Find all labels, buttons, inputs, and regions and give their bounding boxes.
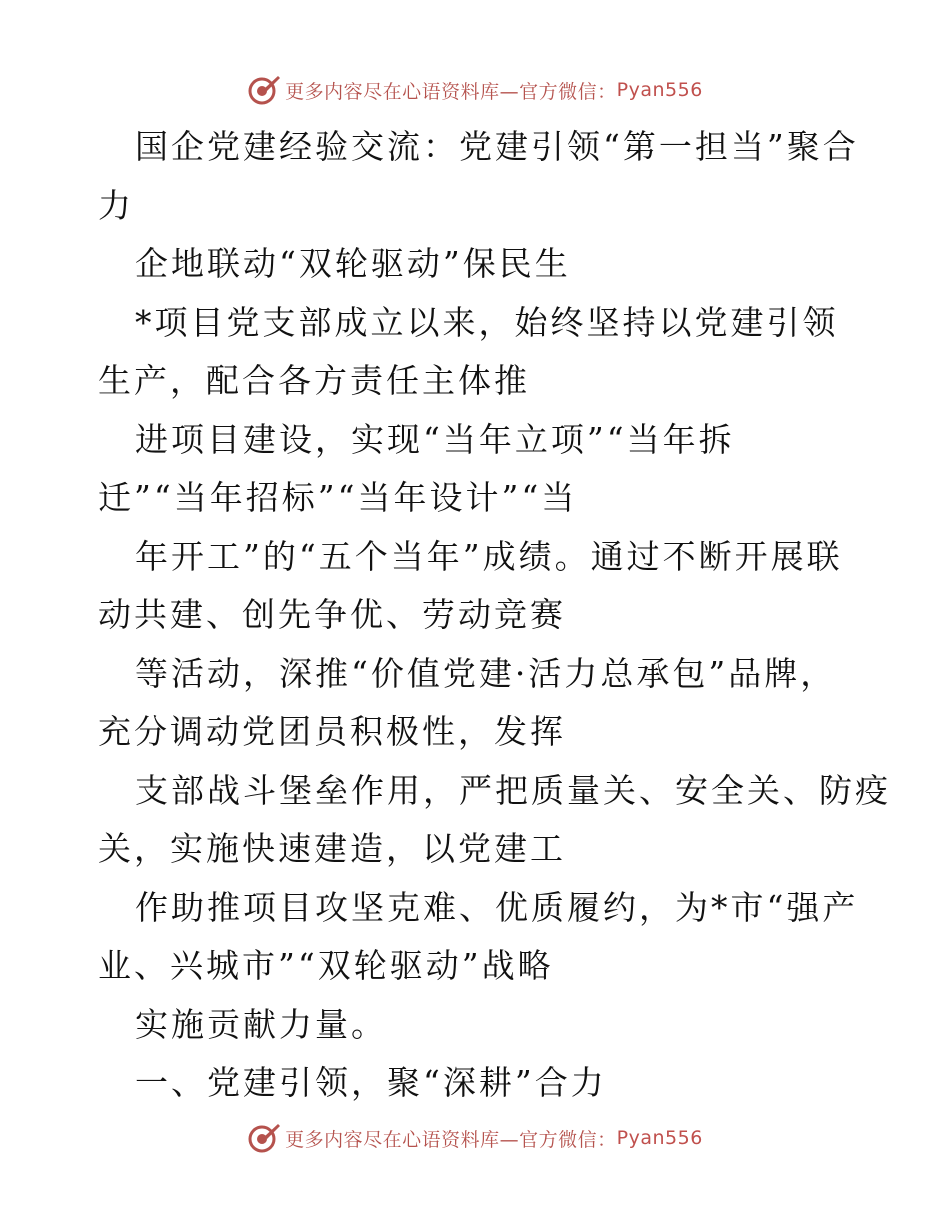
paragraph-line: 年开工”的“五个当年”成绩。通过不断开展联 [135,536,843,576]
document-title-line: 国企党建经验交流：党建引领“第一担当”聚合 [135,127,859,166]
paragraph-line: 关，实施快速建造，以党建工 [98,829,566,868]
paragraph-line: 迁”“当年招标”“当年设计”“当 [98,478,578,517]
paragraph-line: 进项目建设，实现“当年立项”“当年拆 [135,419,735,459]
document-title-line: 力 [98,185,134,225]
paragraph-line: *项目党支部成立以来，始终坚持以党建引领 [135,302,839,342]
paragraph-line: 动共建、创先争优、劳动竞赛 [98,595,566,634]
paragraph-line: 等活动，深推“价值党建·活力总承包”品牌， [135,653,837,693]
paragraph-line: 作助推项目攻坚克难、优质履约，为*市“强产 [135,887,859,927]
document-body [98,118,891,1113]
paragraph-line: 实施贡献力量。 [135,1004,387,1044]
watermark-footer [0,1118,950,1158]
paragraph-line: 支部战斗堡垒作用，严把质量关、安全关、防疫 [135,770,891,810]
pen-logo-icon [247,1121,281,1155]
watermark-header [0,70,950,110]
watermark-wechat-id: Pyan556 [616,1127,703,1149]
watermark-text: 更多内容尽在心语资料库—官方微信： [285,1128,617,1151]
paragraph-line: 充分调动党团员积极性，发挥 [98,712,566,751]
watermark-wechat-id: Pyan556 [616,79,703,101]
paragraph-line: 生产，配合各方责任主体推 [98,361,530,400]
section-heading: 一、党建引领，聚“深耕”合力 [135,1063,607,1102]
paragraph-line: 业、兴城市”“双轮驱动”战略 [98,946,554,985]
pen-logo-icon [247,73,281,107]
document-subtitle: 企地联动“双轮驱动”保民生 [135,244,571,283]
watermark-text: 更多内容尽在心语资料库—官方微信： [285,80,617,103]
